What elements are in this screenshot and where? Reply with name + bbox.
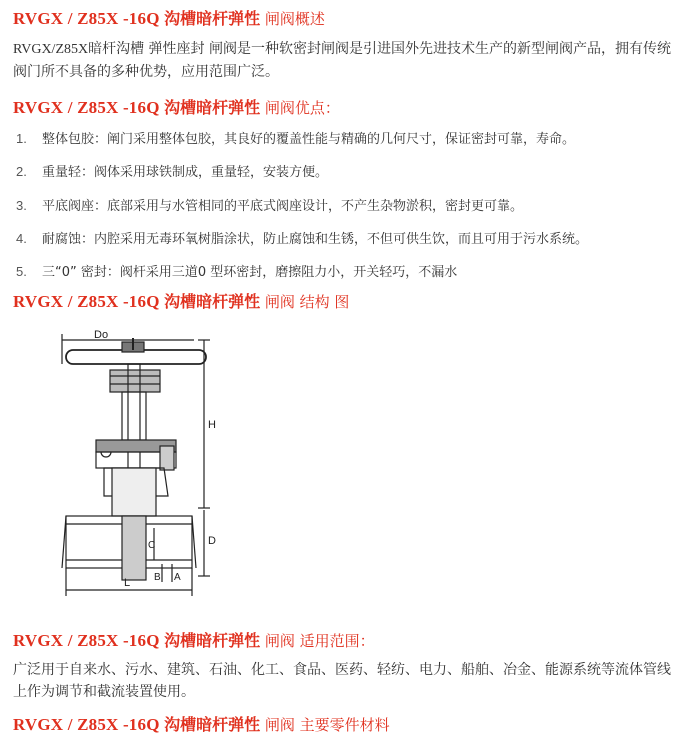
heading-materials bbox=[13, 712, 390, 735]
heading-product-name: 沟槽暗杆弹性 bbox=[164, 98, 261, 117]
heading-structure bbox=[13, 289, 349, 312]
valve-structure-diagram bbox=[44, 328, 234, 608]
heading-applications bbox=[13, 628, 375, 651]
heading-suffix: 闸阀优点： bbox=[260, 99, 340, 117]
overview-text: 暗杆沟槽 弹性座封 闸阀是一种软密封闸阀是引进国外先进技术生产的新型闸阀产品，拥有传统阀门所不具备的多种优势，应用范围广泛。 bbox=[13, 41, 672, 80]
list-number: 3. bbox=[16, 198, 27, 213]
heading-suffix: 闸阀 主要零件材料 bbox=[260, 716, 390, 734]
list-text: 耐腐蚀：内腔采用无毒环氧树脂涂状，防止腐蚀和生锈，不但可供生饮，而且可用于污水系统。 bbox=[42, 232, 589, 247]
list-text: 三“0” 密封：阀杆采用三道0 型环密封，磨擦阻力小，开关轻巧，不漏水 bbox=[42, 265, 458, 280]
label-l: L bbox=[124, 577, 131, 589]
heading-product-name: 沟槽暗杆弹性 bbox=[164, 631, 261, 650]
heading-model: RVGX / Z85X -16Q bbox=[13, 631, 165, 650]
label-h: H bbox=[208, 419, 216, 431]
list-text: 整体包胶：阐门采用整体包胶，其良好的覆盖性能与精确的几何尺寸，保证密封可靠，寿命。 bbox=[42, 132, 576, 147]
list-item bbox=[16, 195, 523, 214]
label-c: C bbox=[148, 540, 156, 551]
label-a: A bbox=[174, 572, 181, 583]
label-b: B bbox=[154, 572, 161, 583]
heading-suffix: 闸阀概述 bbox=[260, 10, 325, 28]
label-d: D bbox=[208, 535, 216, 547]
list-number: 4. bbox=[16, 231, 27, 246]
list-item bbox=[16, 228, 588, 247]
heading-product-name: 沟槽暗杆弹性 bbox=[164, 292, 261, 311]
overview-lead: RVGX/Z85X bbox=[13, 42, 89, 57]
label-do: Do bbox=[94, 329, 109, 341]
heading-product-name: 沟槽暗杆弹性 bbox=[164, 715, 261, 734]
list-item bbox=[16, 261, 457, 280]
list-number: 2. bbox=[16, 164, 27, 179]
heading-suffix: 闸阀 适用范围： bbox=[260, 632, 375, 650]
applications-paragraph: 广泛用于自来水、污水、建筑、石油、化工、食品、医药、轻纺、电力、船舶、冶金、能源系统等流体管线上作为调节和截流装置使用。 bbox=[13, 662, 671, 700]
list-number: 5. bbox=[16, 264, 27, 279]
list-item bbox=[16, 161, 328, 180]
heading-model: RVGX / Z85X -16Q bbox=[13, 9, 165, 28]
heading-model: RVGX / Z85X -16Q bbox=[13, 292, 165, 311]
heading-product-name: 沟槽暗杆弹性 bbox=[164, 9, 261, 28]
list-text: 重量轻：阀体采用球铁制成，重量轻，安装方便。 bbox=[42, 165, 329, 180]
list-item bbox=[16, 128, 575, 147]
list-number: 1. bbox=[16, 131, 27, 146]
overview-paragraph bbox=[13, 38, 673, 83]
heading-model: RVGX / Z85X -16Q bbox=[13, 98, 165, 117]
list-text: 平底阀座：底部采用与水管相同的平底式阀座设计，不产生杂物淤积，密封更可靠。 bbox=[42, 199, 524, 214]
heading-overview bbox=[13, 6, 325, 29]
heading-advantages bbox=[13, 95, 340, 118]
heading-model: RVGX / Z85X -16Q bbox=[13, 715, 165, 734]
heading-suffix: 闸阀 结构 图 bbox=[260, 293, 350, 311]
